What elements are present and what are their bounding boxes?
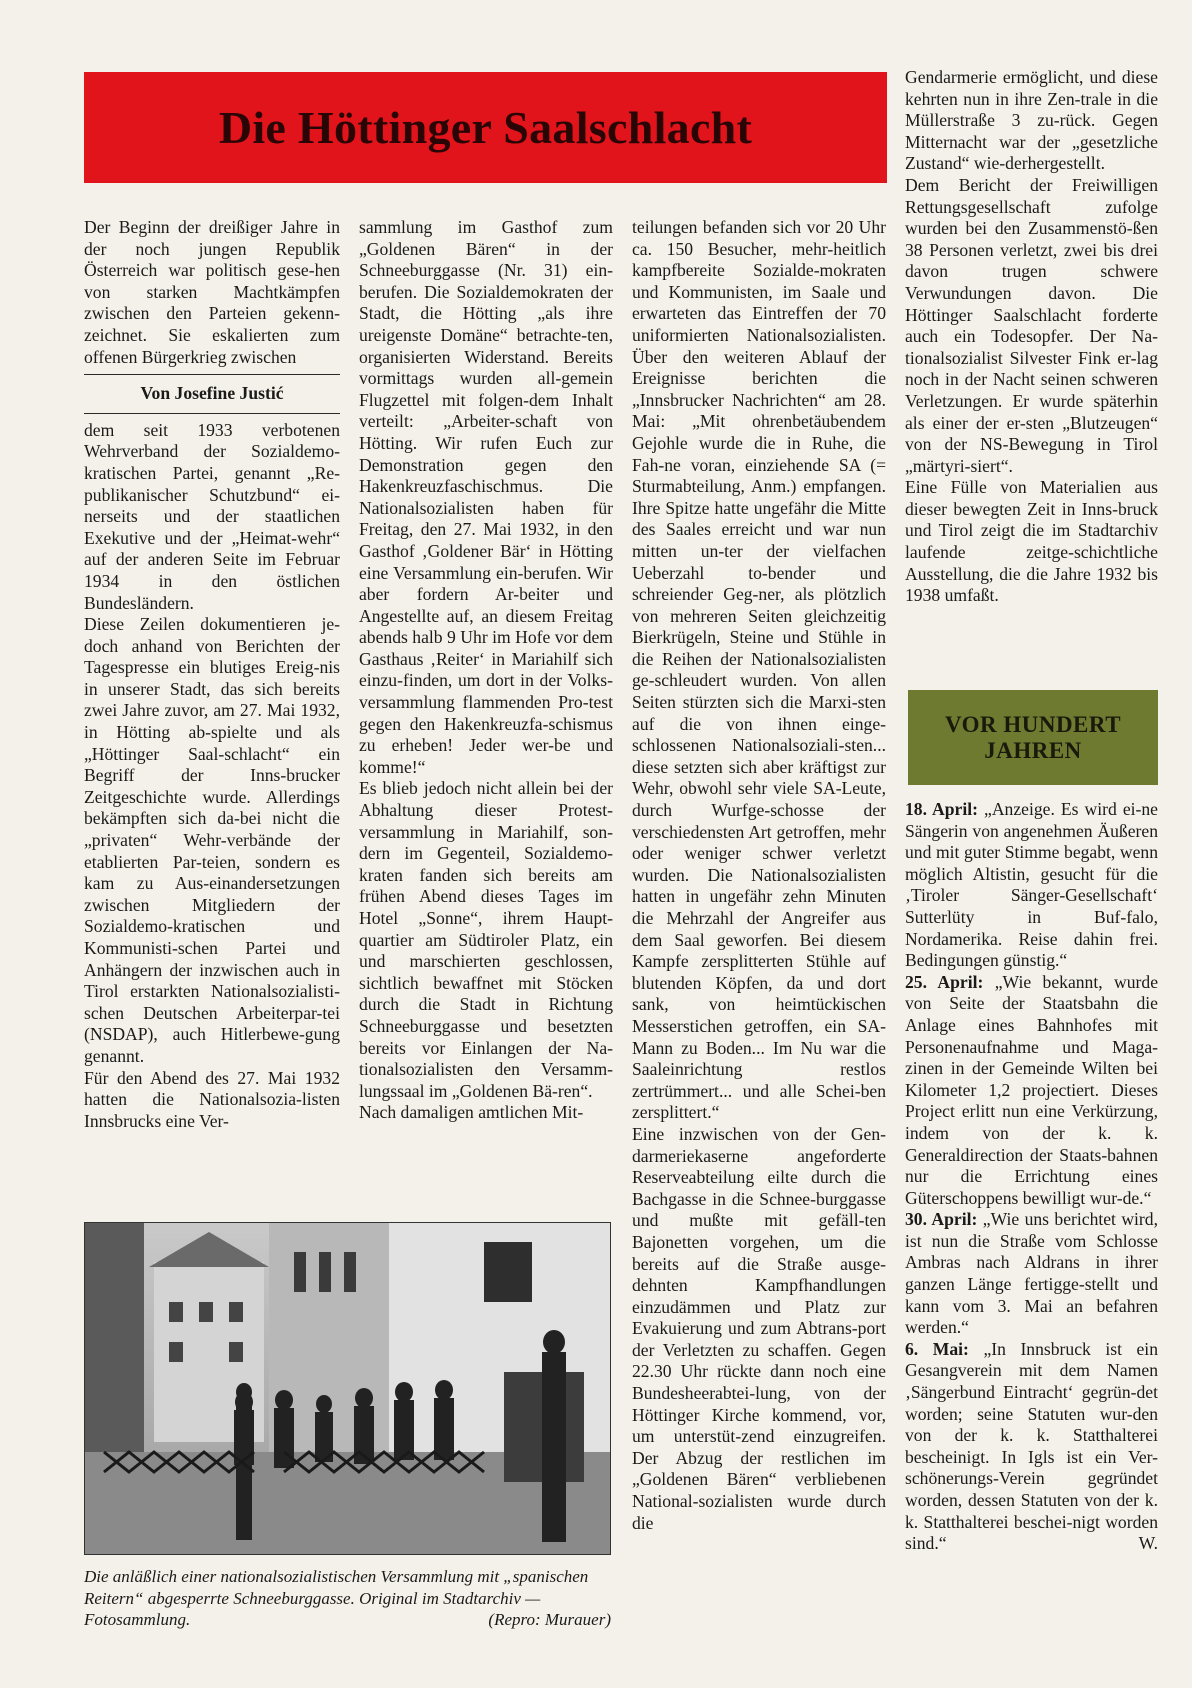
- entry-text: „Wie uns berichtet wird, ist nun die Straße vom Schlosse Ambras nach Aldrans in ihrer ganzen Länge fertigge-stellt und kann vom 3. Mai an befahren werden.“: [905, 1209, 1158, 1338]
- historic-photo: [84, 1222, 611, 1555]
- paragraph: Dem Bericht der Freiwilligen Rettungsgesellschaft zufolge wurden bei den Zusammenstö-ßen 38 Personen verletzt, zwei bis drei davon trugen schwere Verwundungen davon. Die Höttinger Saalschlacht forderte auch ein Todesopfer. Der Na-tionalsozialist Silvester Fink er-lag noch in der Nacht seinen schweren Verletzungen. Er wurde späterhin als einer der er-sten „Blutzeugen“ von der NS-Bewegung in Tirol „märtyri-siert“.: [905, 174, 1158, 476]
- paragraph: sammlung im Gasthof zum „Goldenen Bären“ in der Schneeburggasse (Nr. 31) ein-berufen. Die Sozialdemokraten der Stadt, die Hötting „als ihre ureigenste Domäne“ betrachte-ten, organisierten Widerstand. Bereits vormittags wurden all-gemein Flugzettel mit folgen-dem Inhalt verteilt: „Arbeiter-schaft von Hötting. Wir rufen Euch zur Demonstration gegen den Hakenkreuzfaschischmus. Die Nationalsozialisten haben für Freitag, den 27. Mai 1932, in den Gasthof ‚Goldener Bär‘ in Hötting eine Versammlung ein-berufen. Wir aber fordern Ar-beiter und Angestellte auf, an diesem Freitag abends halb 9 Uhr im Hofe vor dem Gasthaus ‚Reiter‘ in Mariahilf sich einzu-finden, um dort in der Volks-versammlung flammenden Pro-test gegen den Hakenkreuzfa-schismus zu erheben! Jeder wer-be und komme!“: [359, 217, 613, 777]
- article-column-1: [84, 217, 340, 1132]
- byline-block: [84, 374, 340, 414]
- sidebar-entry: [905, 1209, 1158, 1339]
- sidebar-heading-line: VOR HUNDERT: [944, 711, 1122, 737]
- sidebar-entry: [905, 972, 1158, 1210]
- divider: [84, 413, 340, 414]
- entry-date: 30. April:: [905, 1209, 978, 1230]
- sidebar-entry: [905, 1339, 1158, 1555]
- article-column-4: [905, 67, 1158, 607]
- paragraph: Nach damaligen amtlichen Mit-: [359, 1102, 584, 1123]
- entry-date: 6. Mai:: [905, 1338, 969, 1359]
- page-title: Die Höttinger Saalschlacht: [218, 102, 753, 153]
- sidebar-entries: [905, 799, 1158, 1555]
- paragraph: Eine inzwischen von der Gen-darmeriekaserne angeforderte Reserveabteilung eilte durch die Bachgasse in die Schnee-burggasse und mußte mit gefäll-ten Bajonetten vorgehen, um die bereits auf die Straße ausge-dehnten Kampfhandlungen einzudämmen und Platz zur Evakuierung und zum Abtrans-port der Verletzten zu schaffen. Gegen 22.30 Uhr rückte dann noch eine Bundesheerabtei-lung, von der Höttinger Kirche kommend, vor, um unterstüt-zend einzugreifen. Der Abzug der restlichen im „Goldenen Bären“ verbliebenen National-sozialisten wurde durch die: [632, 1123, 886, 1533]
- photo-caption: [84, 1566, 611, 1631]
- paragraph: Diese Zeilen dokumentieren je-doch anhand von Berichten der Tagespresse ein blutiges Ereig-nis in unserer Stadt, das sich bereits zwei Jahre zuvor, am 27. Mai 1932, in Hötting ab-spielte und als „Höttinger Saal-schlacht“ ein Begriff der Inns-brucker Zeitgeschichte wurde. Allerdings bekämpften sich da-bei nicht die „privaten“ Wehr-verbände der etablierten Par-teien, sondern es kam zu Aus-einandersetzungen zwischen Mitgliedern der Sozialdemo-kratischen und Kommunisti-schen Partei und Anhängern der inzwischen auch in Tirol erstarkten Nationalsozialisti-schen Deutschen Arbeiterpar-tei (NSDAP), auch Hitlerbewe-gung genannt.: [84, 614, 340, 1066]
- paragraph: dem seit 1933 verbotenen Wehrverband der Sozialdemo-kratischen Partei, genannt „Re-publikanischer Schutzbund“ ei-nerseits und der staatlichen Exekutive und der „Heimat-wehr“ auf der anderen Seite im Februar 1934 in den östlichen Bundesländern.: [84, 419, 340, 613]
- photo-credit: (Repro: Murauer): [488, 1610, 611, 1630]
- paragraph: Für den Abend des 27. Mai 1932 hatten die Nationalsozia-listen Innsbrucks eine Ver-: [84, 1067, 340, 1131]
- article-column-3: [632, 217, 886, 1534]
- entry-text: „Anzeige. Es wird ei-ne Sängerin von angenehmen Äußeren und mit guter Stimme begabt, wenn möglich Altistin, gesucht für die ‚Tiroler Sänger-Gesellschaft‘ Sutterlüty in Buf-falo, Nordamerika. Reise dahin frei. Bedingungen günstig.“: [905, 799, 1158, 971]
- paragraph: Gendarmerie ermöglicht, und diese kehrten nun in ihre Zen-trale in die Müllerstraße 3 zu-rück. Gegen Mitternacht war der „gesetzliche Zustand“ wie-derhergestellt.: [905, 67, 1158, 174]
- entry-text: „In Innsbruck ist ein Gesangverein mit dem Namen ‚Sängerbund Eintracht‘ gegrün-det worden; seine Statuten wur-den von der k. k. Statthalterei bescheinigt. In Igls ist ein Ver-schönerungs-Verein gegründet worden, dessen Statuten von der k. k. Statthalterei beschei-nigt worden sind.“: [905, 1338, 1158, 1554]
- paragraph: Eine Fülle von Materialien aus dieser bewegten Zeit in Inns-bruck und Tirol zeigt die im Stadtarchiv laufende zeitge-schichtliche Ausstellung, die die Jahre 1932 bis 1938 umfaßt.: [905, 477, 1158, 606]
- sidebar-heading-box: [908, 690, 1158, 785]
- entry-text: „Wie bekannt, wurde von Seite der Staatsbahn die Anlage eines Bahnhofes mit Personenaufnahme und Maga-zinen in der Gemeinde Wilten bei Kilometer 1,2 projectiert. Dieses Project erlitt nun eine Verkürzung, indem von der k. k. Generaldirection der Staats-bahnen nur die Errichtung eines Güterschoppens bewilligt wur-de.“: [905, 971, 1158, 1208]
- sidebar-heading: [945, 712, 1121, 764]
- paragraph: Der Beginn der dreißiger Jahre in der noch jungen Republik Österreich war politisch gese-hen von starken Machtkämpfen zwischen den Parteien gekenn-zeichnet. Sie eskalierten zum offenen Bürgerkrieg zwischen: [84, 217, 340, 367]
- sidebar-entry: [905, 799, 1158, 972]
- paragraph: teilungen befanden sich vor 20 Uhr ca. 150 Besucher, mehr-heitlich kampfbereite Sozialde-mokraten und Kommunisten, im Saale und erwarteten das Eintreffen der 70 uniformierten Nationalsozialisten. Über den weiteren Ablauf der Ereignisse berichten die „Innsbrucker Nachrichten“ am 28. Mai: „Mit ohrenbetäubendem Gejohle wurde die in Ruhe, die Fah-ne voran, einziehende SA (= Sturmabteilung, Anm.) empfangen. Ihre Spitze hatte ungefähr die Mitte des Saales erreicht und war nun mitten un-ter der vielfachen Ueberzahl to-bender und schreiender Geg-ner, als plötzlich von mehreren Seiten gleichzeitig Bierkrügeln, Steine und Stühle in die Reihen der Nationalsozialisten ge-schleudert wurden. Von allen Seiten stürzten sich die Marxi-sten auf die von ihnen einge-schlossenen Nationalsoziali-sten... diese setzten sich aber kräftigst zur Wehr, obwohl sehr viele SA-Leute, durch Wurfge-schosse der verschiedensten Art getroffen, mehr oder weniger schwer verletzt wurden. Die Nationalsozialisten hatten in ungefähr zehn Minuten die Mehrzahl der Angreifer aus dem Saal geworfen. Bei diesem Kampfe zersplitterten Stühle auf blutenden Köpfen, da und dort sank, von heimtückischen Messerstichen getroffen, ein SA-Mann zu Boden... Im Nu war die Saaleinrichtung restlos zertrümmert... und alle Schei-ben zersplittert.“: [632, 217, 886, 1123]
- street-scene-illustration: [84, 1222, 611, 1555]
- title-banner: [84, 72, 887, 183]
- sidebar-heading-line: JAHREN: [984, 737, 1082, 763]
- author-signature: W.: [1138, 1533, 1158, 1554]
- caption-text: Die anläßlich einer nationalsozialistischen Versammlung mit „spanischen Reitern“ abgesperrte Schneeburggasse. Original im Stadtarchiv — Fotosammlung.: [84, 1567, 589, 1630]
- byline: Von Josefine Justić: [140, 383, 284, 404]
- entry-date: 18. April:: [905, 799, 978, 819]
- entry-date: 25. April:: [905, 971, 984, 992]
- paragraph: Es blieb jedoch nicht allein bei der Abhaltung dieser Protest-versammlung in Mariahilf, son-dern im Gegenteil, Sozialdemo-kraten fanden sich bereits am frühen Abend dieses Tages im Hotel „Sonne“, ihrem Haupt-quartier am Südtiroler Platz, ein und marschierten geschlossen, sichtlich bewaffnet mit Stöcken durch die Stadt in Richtung Schneeburggasse und besetzten bereits vor Einlangen der Na-tionalsozialisten den Versamm-lungssaal im „Goldenen Bä-ren“.: [359, 778, 613, 1101]
- article-column-2: [359, 217, 613, 1124]
